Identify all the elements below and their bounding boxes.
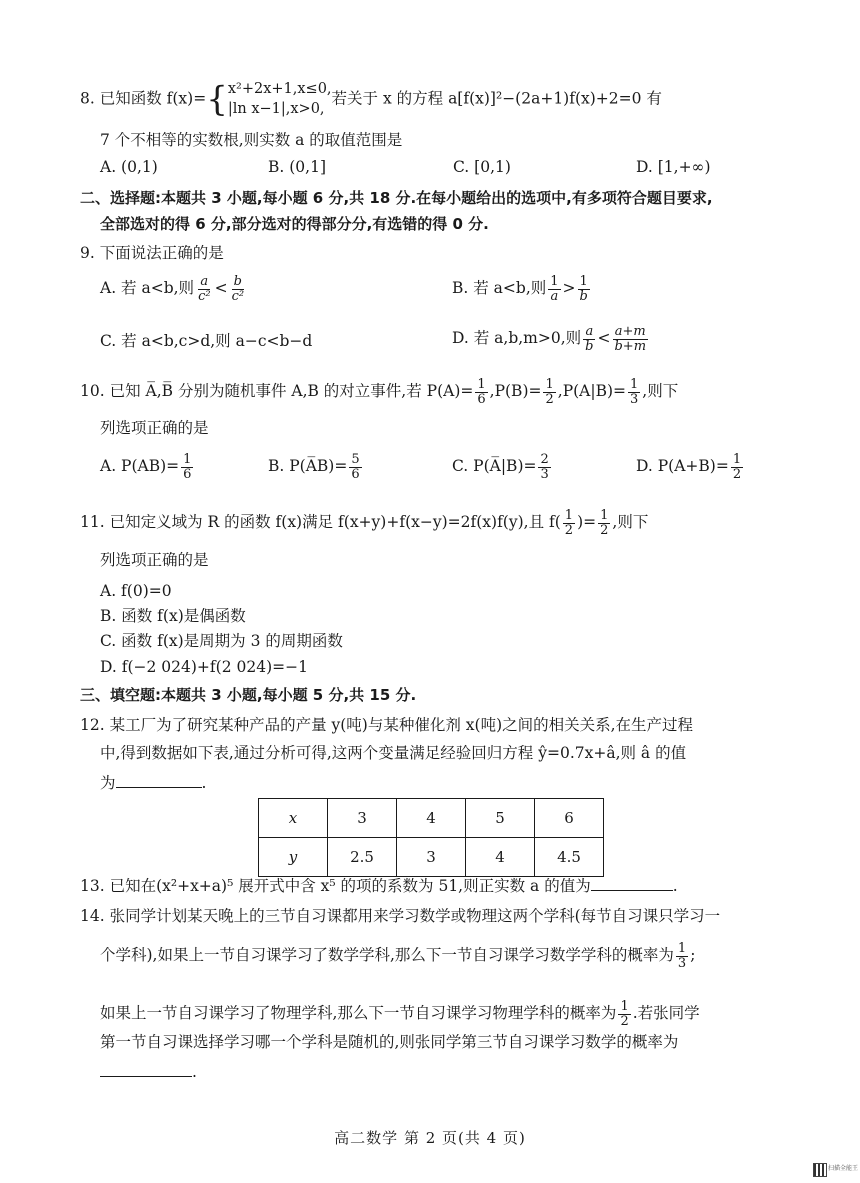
q11-line1: 11. 已知定义域为 R 的函数 f(x)满足 f(x+y)+f(x−y)=2f(x)f(y),且 f( $\frac{1}{2}$ )= $\frac{1}{2}$ ,则下 [80, 508, 649, 538]
fraction: $\frac{a}{b}$ [585, 324, 594, 354]
answer-blank [591, 876, 673, 891]
q14-line4: 第一节自习课选择学习哪一个学科是随机的,则张同学第三节自习课学习数学的概率为 [100, 1033, 679, 1051]
q10-option-b: B. P(A̅B)= $\frac{5}{6}$ [268, 452, 360, 482]
fraction: $\frac{1}{a}$ [550, 274, 559, 304]
table-cell: x [259, 799, 328, 838]
q9-option-d: D. 若 a,b,m>0,则 $\frac{a}{b}$ < $\frac{a+m}{b+m}$ [452, 324, 647, 354]
page-footer: 高二数学 第 2 页(共 4 页) [334, 1129, 526, 1147]
table-cell: 3 [397, 838, 466, 877]
table-cell: 3 [328, 799, 397, 838]
q11-line2: 列选项正确的是 [100, 551, 209, 569]
fraction: $\frac{1}{2}$ [545, 377, 554, 407]
data-table [258, 798, 604, 877]
q11-option-b: B. 函数 f(x)是偶函数 [100, 607, 246, 625]
q9-option-a: A. 若 a<b,则 $\frac{a}{\text{c²}}$ < $\frac{b}{\text{c²}}$ [100, 274, 245, 304]
q12-line3: 为 . [100, 774, 207, 792]
q14-line1: 14. 张同学计划某天晚上的三节自习课都用来学习数学或物理这两个学科(每节自习课只学习一 [80, 907, 721, 925]
q12-line2: 中,得到数据如下表,通过分析可得,这两个变量满足经验回归方程 ŷ=0.7x+â,则 â 的值 [100, 744, 687, 762]
fraction: $\frac{a}{\text{c²}}$ [198, 274, 211, 304]
table-cell: 5 [466, 799, 535, 838]
q14-line5: . [100, 1062, 197, 1082]
fraction: $\frac{b}{\text{c²}}$ [231, 274, 245, 304]
q10-option-c: C. P(A̅|B)= $\frac{2}{3}$ [452, 452, 549, 482]
fraction: $\frac{1}{6}$ [477, 377, 486, 407]
fraction: $\frac{1}{2}$ [732, 452, 742, 482]
fraction: $\frac{1}{b}$ [579, 274, 588, 304]
section2-heading: 二、选择题:本题共 3 小题,每小题 6 分,共 18 分.在每小题给出的选项中,有多项符合题目要求, [80, 189, 713, 207]
table-cell: y [259, 838, 328, 877]
q14-line3: 如果上一节自习课学习了物理学科,那么下一节自习课学习物理学科的概率为 $\frac{1}{2}$ .若张同学 [100, 999, 700, 1029]
q8-option-d: D. [1,+∞) [636, 158, 711, 176]
q9-option-c: C. 若 a<b,c>d,则 a−c<b−d [100, 332, 313, 350]
q10-option-d: D. P(A+B)= $\frac{1}{2}$ [636, 452, 742, 482]
q9-option-b: B. 若 a<b,则 $\frac{1}{a}$ > $\frac{1}{b}$ [452, 274, 588, 304]
fraction: $\frac{1}{2}$ [564, 508, 574, 538]
q8-line2: 7 个不相等的实数根,则实数 a 的取值范围是 [100, 131, 403, 149]
q10-line1: 10. 已知 A̅,B̅ 分别为随机事件 A,B 的对立事件,若 P(A)= $\frac{1}{6}$ ,P(B)= $\frac{1}{2}$ ,P(A|B)= $\frac{1}{3}$ ,则下 [80, 377, 679, 407]
q10-option-a: A. P(AB)= $\frac{1}{6}$ [100, 452, 192, 482]
q8-intro: 8. 已知函数 f(x)= [80, 89, 207, 108]
q13-line: 13. 已知在(x²+x+a)⁵ 展开式中含 x⁵ 的项的系数为 51,则正实数 a 的值为 . [80, 877, 678, 895]
table-row [259, 799, 604, 838]
table-cell: 6 [535, 799, 604, 838]
table-row [259, 838, 604, 877]
brace: { [206, 79, 228, 120]
q12-line1: 12. 某工厂为了研究某种产品的产量 y(吨)与某种催化剂 x(吨)之间的相关关系,在生产过程 [80, 716, 694, 734]
table-cell: 2.5 [328, 838, 397, 877]
q14-line2: 个学科),如果上一节自习课学习了数学学科,那么下一节自习课学习数学学科的概率为 $\frac{1}{3}$ ; [100, 941, 696, 971]
table-cell: 4.5 [535, 838, 604, 877]
fraction: $\frac{1}{6}$ [183, 452, 192, 482]
table-cell: 4 [466, 838, 535, 877]
fraction: $\frac{1}{3}$ [630, 377, 639, 407]
q8-option-b: B. (0,1] [268, 158, 326, 176]
answer-blank [100, 1062, 192, 1077]
fraction: $\frac{1}{2}$ [600, 508, 609, 538]
watermark: 扫描全能王 [828, 1165, 859, 1172]
q10-line2: 列选项正确的是 [100, 419, 209, 437]
q9-stem: 9. 下面说法正确的是 [80, 244, 224, 262]
q8-line1 [80, 80, 662, 119]
q11-option-d: D. f(−2 024)+f(2 024)=−1 [100, 658, 308, 676]
fraction: $\frac{2}{3}$ [540, 452, 549, 482]
section3-heading: 三、填空题:本题共 3 小题,每小题 5 分,共 15 分. [80, 686, 417, 704]
fraction: $\frac{1}{3}$ [677, 941, 687, 971]
q8-cases: x²+2x+1,x≤0, |ln x−1|,x>0, [227, 81, 332, 117]
answer-blank [116, 773, 202, 788]
fraction: $\frac{1}{2}$ [620, 999, 629, 1029]
qr-code-icon [813, 1163, 827, 1177]
fraction: $\frac{5}{6}$ [351, 452, 360, 482]
table-cell: 4 [397, 799, 466, 838]
q8-option-c: C. [0,1) [453, 158, 511, 176]
fraction: $\frac{a+m}{b+m}$ [614, 324, 647, 354]
q8-option-a: A. (0,1) [100, 158, 158, 176]
q8-tail: 若关于 x 的方程 a[f(x)]²−(2a+1)f(x)+2=0 有 [331, 89, 662, 108]
q11-option-c: C. 函数 f(x)是周期为 3 的周期函数 [100, 632, 343, 650]
q11-option-a: A. f(0)=0 [100, 582, 172, 600]
section2-line2: 全部选对的得 6 分,部分选对的得部分分,有选错的得 0 分. [100, 215, 489, 233]
